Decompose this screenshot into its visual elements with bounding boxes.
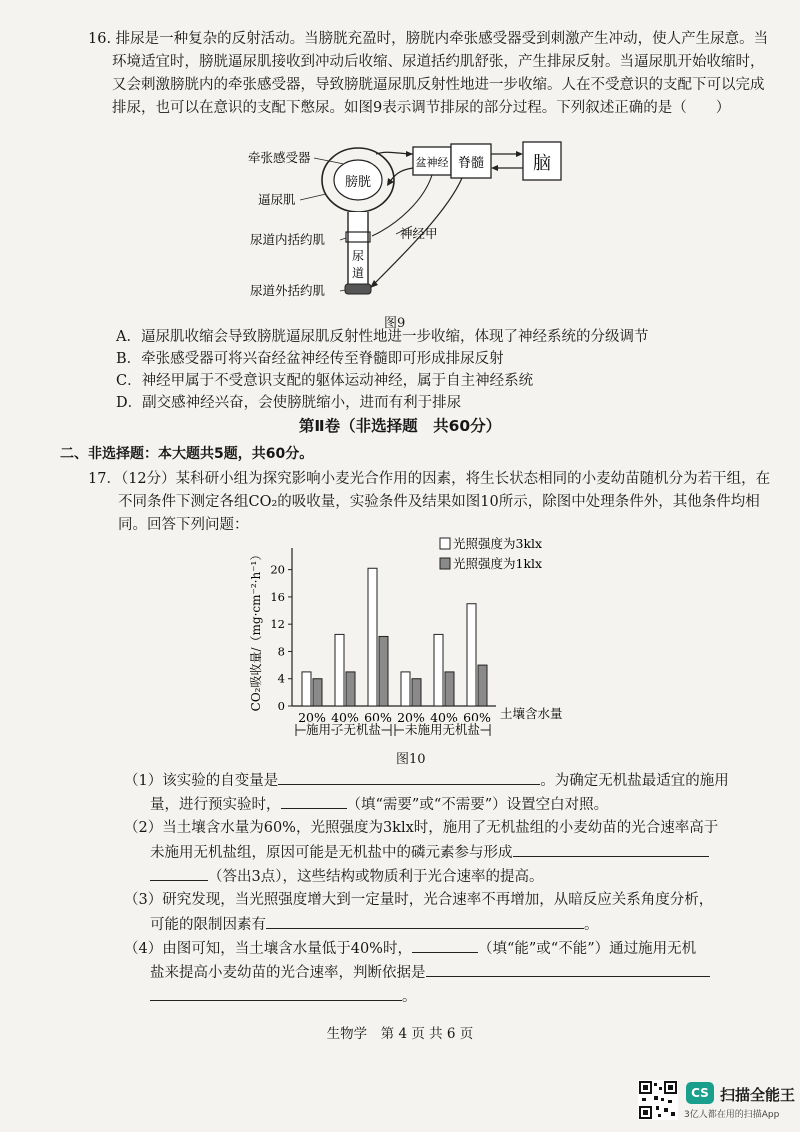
- y-tick-label-5: 20: [270, 562, 285, 577]
- bar-1-3: [412, 679, 421, 706]
- q17-sub4-blank-3[interactable]: [150, 984, 402, 1001]
- q17-sub4-line2: [150, 960, 778, 985]
- figure-10-caption: 图10: [396, 752, 426, 767]
- q17-sub3-line1: （3）研究发现，当光照强度增大到一定量时，光合速率不再增加，从暗反应关系角度分析，: [124, 892, 714, 908]
- section-2-title: 第Ⅱ卷（非选择题 共60分）: [298, 417, 502, 435]
- q17-sub2-line3: [150, 864, 778, 889]
- urethra-label-2: 道: [351, 266, 365, 280]
- q17-sub2-line1: （2）当土壤含水量为60%，光照强度为3klx时，施用了无机盐组的小麦幼苗的光合速率高于: [124, 820, 719, 836]
- q17-sub1-text-a: （1）该实验的自变量是: [124, 773, 279, 789]
- bladder-label: 膀胱: [344, 175, 372, 190]
- q17-sub2-blank-1[interactable]: [513, 840, 709, 857]
- q17-sub4-text-a: （4）由图可知，当土壤含水量低于40%时，: [124, 941, 412, 957]
- group-label-0: 施用了无机盐: [305, 722, 382, 737]
- q17-sub4-blank-2[interactable]: [426, 960, 710, 977]
- q17-sub4-blank-1[interactable]: [412, 936, 478, 953]
- x-tick-label-0: 20%: [298, 710, 326, 725]
- q17-sub1-text-d: （填“需要”或“不需要”）设置空白对照。: [346, 797, 609, 813]
- pelvic-nerve-label: 盆神经: [415, 156, 449, 169]
- q17-sub4-text-c: 盐来提高小麦幼苗的光合速率，判断依据是: [150, 965, 426, 981]
- bar-0-1: [335, 634, 344, 706]
- figure-10-chart: [244, 534, 584, 746]
- q17-sub1-text-b: 。为确定无机盐最适宜的施用: [540, 773, 729, 789]
- y-tick-label-2: 8: [277, 644, 285, 659]
- y-tick-label-3: 12: [270, 617, 285, 632]
- bar-0-2: [368, 568, 377, 706]
- q17-sub2-line2: [150, 840, 778, 865]
- section-2-heading: 二、非选择题：本大题共5题，共60分。: [60, 446, 314, 462]
- urethra-label-1: 尿: [351, 249, 365, 263]
- y-tick-label-0: 0: [277, 699, 285, 713]
- bar-1-2: [379, 636, 388, 706]
- page-footer: 生物学 第 4 页 共 6 页: [326, 1026, 474, 1042]
- q17-sub1-line2: [150, 792, 778, 817]
- bar-1-0: [313, 679, 322, 706]
- detrusor-label: 逼尿肌: [258, 192, 296, 207]
- bar-0-5: [467, 604, 476, 706]
- bar-1-1: [346, 672, 355, 706]
- option-d: D．副交感神经兴奋，会使膀胱缩小，进而有利于排尿: [116, 395, 462, 411]
- q17-sub1-text-c: 量，进行预实验时，: [150, 797, 281, 813]
- scanner-logo-icon: CS: [686, 1082, 714, 1104]
- outer-sphincter-label: 尿道外括约肌: [250, 283, 326, 298]
- figure-9-diagram: [248, 140, 568, 310]
- q17-sub2-text-b: 未施用无机盐组，原因可能是无机盐中的磷元素参与形成: [150, 845, 513, 861]
- y-tick-label-1: 4: [277, 671, 285, 686]
- outer-sphincter-mark: [345, 284, 371, 294]
- scanner-app-slogan: 3亿人都在用的扫描App: [684, 1110, 780, 1120]
- bar-0-0: [302, 672, 311, 706]
- legend-swatch-0: [440, 538, 450, 549]
- bar-0-4: [434, 634, 443, 706]
- question-16-stem: 16. 排尿是一种复杂的反射活动。当膀胱充盈时，膀胱内牵张感受器受到刺激产生冲动，使人产生尿意。当环境适宜时，膀胱逼尿肌接收到冲动后收缩、尿道括约肌舒张，产生排尿反射。当逼尿肌开始收缩时，又会刺激膀胱内的牵张感受器，导致膀胱逼尿肌反射性地进一步收缩。人在不受意识的支配下可以完成排尿，也可以在意识的支配下憋尿。如图9表示调节排尿的部分过程。下列叙述正确的是（ ）: [88, 31, 769, 116]
- q17-sub2-text-c: （答出3点），这些结构或物质利于光合速率的提高。: [208, 869, 544, 885]
- q17-sub1-blank-2[interactable]: [281, 792, 347, 809]
- q17-sub3-text-c: 。: [584, 917, 599, 933]
- bar-1-5: [478, 665, 487, 706]
- q17-sub3-blank[interactable]: [266, 912, 584, 929]
- figure-9-caption: 图9: [384, 316, 406, 331]
- x-tick-label-2: 60%: [364, 710, 392, 725]
- inner-sphincter-label: 尿道内括约肌: [250, 232, 326, 247]
- q17-sub1-line1: [124, 768, 752, 793]
- stretch-receptor-label: 牵张感受器: [248, 150, 311, 165]
- x-tick-label-3: 20%: [397, 710, 425, 725]
- group-label-1: 未施用无机盐: [404, 722, 481, 737]
- q17-sub1-blank-1[interactable]: [278, 768, 540, 785]
- chart-ylabel: CO₂吸收量/（mg·cm⁻²·h⁻¹）: [249, 548, 263, 712]
- x-tick-label-4: 40%: [430, 710, 458, 725]
- q17-sub4-text-b: （填“能”或“不能”）通过施用无机: [477, 941, 697, 957]
- q17-sub4-text-d: 。: [402, 989, 417, 1005]
- question-17-stem: 17．（12分）某科研小组为探究影响小麦光合作用的因素，将生长状态相同的小麦幼苗随机分为若干组，在不同条件下测定各组CO₂的吸收量，实验条件及结果如图10所示，除图中处理条件外，其他条件均相同。回答下列问题：: [88, 471, 771, 533]
- scanner-app-name: 扫描全能王: [720, 1086, 796, 1104]
- option-b: B．牵张感受器可将兴奋经盆神经传至脊髓即可形成排尿反射: [116, 351, 504, 367]
- brain-label: 脑: [533, 153, 551, 174]
- q17-sub4-line1: [124, 936, 764, 961]
- y-tick-label-4: 16: [270, 589, 285, 604]
- legend-swatch-1: [440, 558, 450, 569]
- q17-sub3-text-b: 可能的限制因素有: [150, 917, 266, 933]
- bar-1-4: [445, 672, 454, 706]
- bar-0-3: [401, 672, 410, 706]
- nerve-a-label: 神经甲: [400, 226, 438, 241]
- q17-sub3-line2: [150, 912, 778, 937]
- option-c: C．神经甲属于不受意识支配的躯体运动神经，属于自主神经系统: [116, 373, 534, 389]
- legend-label-0: 光照强度为3klx: [453, 536, 543, 551]
- q17-sub4-line3: [150, 984, 778, 1009]
- q17-sub2-blank-2[interactable]: [150, 864, 208, 881]
- scanner-watermark: [638, 1080, 794, 1124]
- x-tick-label-5: 60%: [463, 710, 491, 725]
- spinal-cord-label: 脊髓: [457, 156, 485, 171]
- qr-code-icon: [638, 1080, 678, 1120]
- legend-label-1: 光照强度为1klx: [453, 556, 543, 571]
- option-a: A．逼尿肌收缩会导致膀胱逼尿肌反射性地进一步收缩，体现了神经系统的分级调节: [116, 329, 649, 345]
- chart-xlabel: 土壤含水量: [500, 706, 563, 721]
- x-tick-label-1: 40%: [331, 710, 359, 725]
